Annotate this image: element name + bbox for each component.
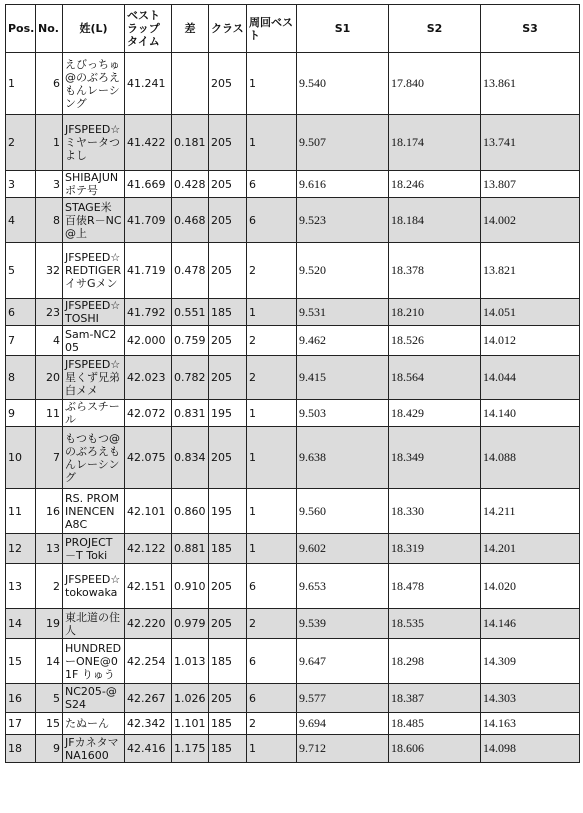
table-row <box>6 115 580 171</box>
cell-class: 205 <box>209 115 247 171</box>
cell-s1: 9.560 <box>297 489 389 534</box>
cell-class: 205 <box>209 609 247 639</box>
cell-s2: 18.349 <box>389 427 481 489</box>
cell-best-lap: 42.023 <box>125 356 172 400</box>
cell-class: 205 <box>209 198 247 243</box>
cell-s3: 14.140 <box>481 400 580 427</box>
cell-name: えびっちゅ@のぶろえもんレーシング <box>63 53 125 115</box>
cell-s1: 9.539 <box>297 609 389 639</box>
cell-class: 185 <box>209 639 247 684</box>
cell-class: 185 <box>209 534 247 564</box>
cell-s1: 9.507 <box>297 115 389 171</box>
cell-class: 205 <box>209 356 247 400</box>
cell-name: PROJECT－T Toki <box>63 534 125 564</box>
cell-best-lap: 42.267 <box>125 684 172 713</box>
cell-s1: 9.531 <box>297 299 389 326</box>
cell-best-lap-no: 1 <box>247 427 297 489</box>
cell-no: 19 <box>36 609 63 639</box>
cell-pos: 4 <box>6 198 36 243</box>
cell-s1: 9.462 <box>297 326 389 356</box>
cell-gap: 1.026 <box>172 684 209 713</box>
cell-gap: 0.428 <box>172 171 209 198</box>
cell-s1: 9.712 <box>297 735 389 763</box>
cell-s2: 18.485 <box>389 713 481 735</box>
cell-gap: 0.979 <box>172 609 209 639</box>
cell-s1: 9.520 <box>297 243 389 299</box>
table-body <box>6 53 580 763</box>
cell-s3: 13.741 <box>481 115 580 171</box>
cell-no: 6 <box>36 53 63 115</box>
cell-s2: 18.319 <box>389 534 481 564</box>
header-no: No. <box>36 5 63 53</box>
cell-pos: 18 <box>6 735 36 763</box>
cell-best-lap-no: 1 <box>247 489 297 534</box>
cell-no: 11 <box>36 400 63 427</box>
cell-s3: 14.012 <box>481 326 580 356</box>
cell-name: RS. PROMINENCENA8C <box>63 489 125 534</box>
cell-best-lap: 41.241 <box>125 53 172 115</box>
cell-best-lap: 41.422 <box>125 115 172 171</box>
cell-no: 3 <box>36 171 63 198</box>
cell-no: 20 <box>36 356 63 400</box>
cell-s3: 14.201 <box>481 534 580 564</box>
cell-best-lap: 42.000 <box>125 326 172 356</box>
cell-s2: 18.606 <box>389 735 481 763</box>
table-row <box>6 171 580 198</box>
cell-s3: 14.303 <box>481 684 580 713</box>
cell-gap: 0.910 <box>172 564 209 609</box>
cell-name: ぶらスチール <box>63 400 125 427</box>
cell-pos: 8 <box>6 356 36 400</box>
cell-name: STAGE米百俵R－NC@上 <box>63 198 125 243</box>
cell-gap: 0.831 <box>172 400 209 427</box>
cell-best-lap-no: 6 <box>247 564 297 609</box>
cell-class: 195 <box>209 400 247 427</box>
cell-s2: 18.378 <box>389 243 481 299</box>
cell-best-lap: 42.151 <box>125 564 172 609</box>
table-row <box>6 713 580 735</box>
cell-s3: 14.002 <box>481 198 580 243</box>
table-row <box>6 684 580 713</box>
cell-best-lap: 42.101 <box>125 489 172 534</box>
cell-s2: 18.526 <box>389 326 481 356</box>
cell-no: 5 <box>36 684 63 713</box>
cell-best-lap: 42.220 <box>125 609 172 639</box>
cell-name: 東北道の住人 <box>63 609 125 639</box>
cell-s1: 9.415 <box>297 356 389 400</box>
header-gap: 差 <box>172 5 209 53</box>
cell-name: JFSPEED☆星くず兄弟白メメ <box>63 356 125 400</box>
cell-best-lap-no: 2 <box>247 356 297 400</box>
cell-best-lap: 42.416 <box>125 735 172 763</box>
cell-best-lap: 42.254 <box>125 639 172 684</box>
table-row <box>6 400 580 427</box>
cell-name: SHIBAJUNポテ号 <box>63 171 125 198</box>
cell-class: 185 <box>209 735 247 763</box>
cell-best-lap: 41.709 <box>125 198 172 243</box>
cell-best-lap: 41.719 <box>125 243 172 299</box>
cell-s3: 14.163 <box>481 713 580 735</box>
cell-s1: 9.523 <box>297 198 389 243</box>
cell-best-lap-no: 1 <box>247 115 297 171</box>
cell-best-lap-no: 1 <box>247 299 297 326</box>
cell-gap: 0.181 <box>172 115 209 171</box>
results-table <box>5 4 580 763</box>
cell-pos: 9 <box>6 400 36 427</box>
cell-no: 8 <box>36 198 63 243</box>
cell-s1: 9.694 <box>297 713 389 735</box>
table-row <box>6 639 580 684</box>
cell-pos: 11 <box>6 489 36 534</box>
cell-gap: 0.468 <box>172 198 209 243</box>
cell-s1: 9.577 <box>297 684 389 713</box>
cell-s2: 18.246 <box>389 171 481 198</box>
header-s3: S3 <box>481 5 580 53</box>
cell-gap: 0.881 <box>172 534 209 564</box>
cell-s1: 9.647 <box>297 639 389 684</box>
table-row <box>6 609 580 639</box>
cell-class: 205 <box>209 427 247 489</box>
cell-gap: 0.782 <box>172 356 209 400</box>
cell-best-lap-no: 1 <box>247 735 297 763</box>
cell-best-lap-no: 2 <box>247 609 297 639</box>
cell-name: NC205-@S24 <box>63 684 125 713</box>
cell-name: もつもつ@のぶろえもんレーシング <box>63 427 125 489</box>
header-row <box>6 5 580 53</box>
cell-no: 23 <box>36 299 63 326</box>
table-row <box>6 299 580 326</box>
cell-s2: 18.535 <box>389 609 481 639</box>
cell-no: 4 <box>36 326 63 356</box>
cell-s3: 13.861 <box>481 53 580 115</box>
header-name: 姓(L) <box>63 5 125 53</box>
cell-gap: 1.175 <box>172 735 209 763</box>
cell-no: 32 <box>36 243 63 299</box>
cell-name: たぬーん <box>63 713 125 735</box>
cell-s1: 9.616 <box>297 171 389 198</box>
cell-pos: 17 <box>6 713 36 735</box>
cell-s2: 18.564 <box>389 356 481 400</box>
cell-gap: 0.834 <box>172 427 209 489</box>
cell-class: 185 <box>209 713 247 735</box>
table-row <box>6 427 580 489</box>
cell-s3: 13.807 <box>481 171 580 198</box>
cell-pos: 13 <box>6 564 36 609</box>
cell-gap: 0.478 <box>172 243 209 299</box>
cell-no: 1 <box>36 115 63 171</box>
cell-s3: 14.211 <box>481 489 580 534</box>
cell-pos: 10 <box>6 427 36 489</box>
cell-no: 2 <box>36 564 63 609</box>
cell-pos: 15 <box>6 639 36 684</box>
header-pos: Pos. <box>6 5 36 53</box>
cell-gap <box>172 53 209 115</box>
cell-class: 205 <box>209 326 247 356</box>
table-row <box>6 326 580 356</box>
cell-gap: 0.551 <box>172 299 209 326</box>
cell-best-lap-no: 2 <box>247 243 297 299</box>
cell-no: 16 <box>36 489 63 534</box>
cell-name: Sam-NC205 <box>63 326 125 356</box>
cell-name: JFカネタマNA1600 <box>63 735 125 763</box>
cell-pos: 5 <box>6 243 36 299</box>
cell-best-lap-no: 2 <box>247 326 297 356</box>
cell-s2: 18.387 <box>389 684 481 713</box>
cell-class: 205 <box>209 243 247 299</box>
cell-s3: 14.044 <box>481 356 580 400</box>
cell-best-lap-no: 1 <box>247 53 297 115</box>
header-best-lap-no: 周回ベスト <box>247 5 297 53</box>
table-row <box>6 53 580 115</box>
cell-best-lap: 41.669 <box>125 171 172 198</box>
cell-class: 205 <box>209 171 247 198</box>
table-row <box>6 243 580 299</box>
cell-class: 195 <box>209 489 247 534</box>
cell-s1: 9.653 <box>297 564 389 609</box>
cell-pos: 3 <box>6 171 36 198</box>
cell-best-lap-no: 6 <box>247 171 297 198</box>
cell-s3: 14.020 <box>481 564 580 609</box>
cell-class: 205 <box>209 53 247 115</box>
cell-gap: 0.860 <box>172 489 209 534</box>
header-s1: S1 <box>297 5 389 53</box>
cell-s3: 14.309 <box>481 639 580 684</box>
cell-best-lap: 41.792 <box>125 299 172 326</box>
cell-s3: 14.098 <box>481 735 580 763</box>
cell-s1: 9.638 <box>297 427 389 489</box>
cell-s3: 14.146 <box>481 609 580 639</box>
cell-s3: 14.088 <box>481 427 580 489</box>
cell-s3: 13.821 <box>481 243 580 299</box>
cell-pos: 16 <box>6 684 36 713</box>
cell-best-lap: 42.075 <box>125 427 172 489</box>
cell-best-lap: 42.342 <box>125 713 172 735</box>
table-header <box>6 5 580 53</box>
header-s2: S2 <box>389 5 481 53</box>
cell-gap: 0.759 <box>172 326 209 356</box>
cell-no: 14 <box>36 639 63 684</box>
table-row <box>6 564 580 609</box>
cell-name: JFSPEED☆TOSHI <box>63 299 125 326</box>
cell-s2: 18.174 <box>389 115 481 171</box>
cell-no: 7 <box>36 427 63 489</box>
cell-no: 15 <box>36 713 63 735</box>
cell-pos: 6 <box>6 299 36 326</box>
table-row <box>6 534 580 564</box>
cell-class: 205 <box>209 684 247 713</box>
cell-s2: 18.184 <box>389 198 481 243</box>
cell-s2: 18.298 <box>389 639 481 684</box>
cell-s3: 14.051 <box>481 299 580 326</box>
cell-best-lap-no: 2 <box>247 713 297 735</box>
cell-gap: 1.101 <box>172 713 209 735</box>
table-row <box>6 489 580 534</box>
cell-class: 185 <box>209 299 247 326</box>
cell-s2: 18.429 <box>389 400 481 427</box>
header-class: クラス <box>209 5 247 53</box>
cell-class: 205 <box>209 564 247 609</box>
cell-s2: 18.210 <box>389 299 481 326</box>
cell-no: 13 <box>36 534 63 564</box>
cell-best-lap-no: 6 <box>247 684 297 713</box>
cell-best-lap-no: 1 <box>247 400 297 427</box>
cell-s2: 18.330 <box>389 489 481 534</box>
cell-pos: 12 <box>6 534 36 564</box>
cell-pos: 7 <box>6 326 36 356</box>
cell-name: JFSPEED☆REDTIGERイサGメン <box>63 243 125 299</box>
cell-s1: 9.540 <box>297 53 389 115</box>
cell-best-lap: 42.072 <box>125 400 172 427</box>
cell-s2: 17.840 <box>389 53 481 115</box>
table-row <box>6 735 580 763</box>
cell-s2: 18.478 <box>389 564 481 609</box>
header-best-lap: ベストラップタイム <box>125 5 172 53</box>
table-row <box>6 356 580 400</box>
cell-name: HUNDREDーONE@01F りゅう <box>63 639 125 684</box>
cell-gap: 1.013 <box>172 639 209 684</box>
cell-pos: 1 <box>6 53 36 115</box>
cell-s1: 9.503 <box>297 400 389 427</box>
cell-best-lap-no: 1 <box>247 534 297 564</box>
cell-best-lap-no: 6 <box>247 198 297 243</box>
table-row <box>6 198 580 243</box>
cell-pos: 2 <box>6 115 36 171</box>
cell-best-lap: 42.122 <box>125 534 172 564</box>
cell-pos: 14 <box>6 609 36 639</box>
cell-name: JFSPEED☆tokowaka <box>63 564 125 609</box>
cell-s1: 9.602 <box>297 534 389 564</box>
cell-best-lap-no: 6 <box>247 639 297 684</box>
cell-no: 9 <box>36 735 63 763</box>
cell-name: JFSPEED☆ミヤータつよし <box>63 115 125 171</box>
